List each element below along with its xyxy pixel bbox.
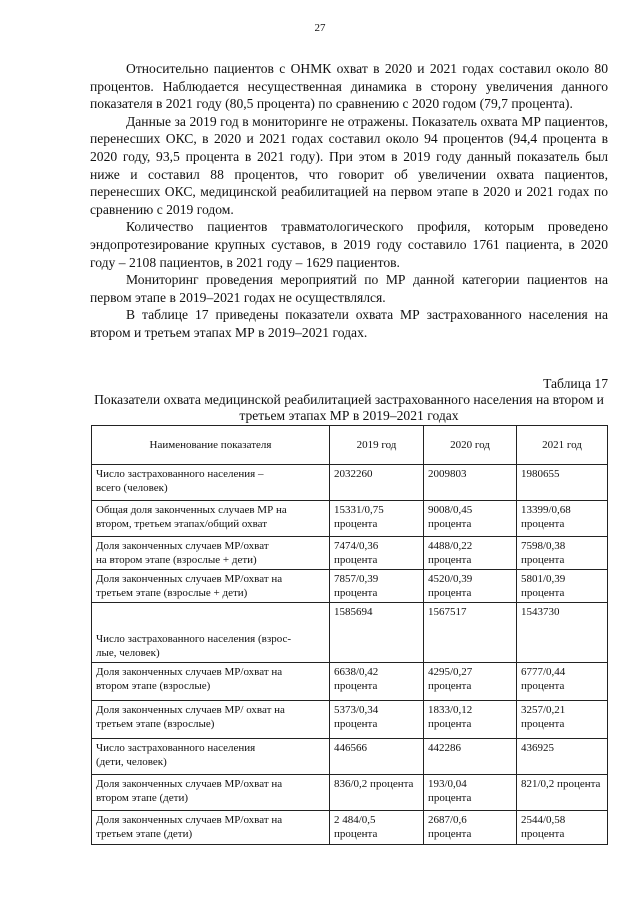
value-cell-2019: 7857/0,39 процента (330, 570, 424, 603)
value-cell-2020: 4295/0,27 процента (424, 663, 517, 701)
value-cell-2019: 5373/0,34 процента (330, 701, 424, 739)
indicator-name-cell (92, 501, 330, 537)
value-cell-2020: 2687/0,6 процента (424, 811, 517, 845)
value-cell-2019: 2 484/0,5 процента (330, 811, 424, 845)
table-row (92, 775, 608, 811)
indicator-name-line: Доля законченных случаев МР/ охват на (96, 704, 285, 716)
indicator-name-line: Число застрахованного населения (взрос- (96, 633, 292, 645)
value-cell-2019: 7474/0,36 процента (330, 537, 424, 570)
indicator-name-cell (92, 663, 330, 701)
value-cell-2020: 442286 (424, 739, 517, 775)
column-header: 2020 год (424, 426, 517, 465)
indicator-name-cell (92, 603, 330, 663)
table-row (92, 811, 608, 845)
indicator-name-cell (92, 811, 330, 845)
indicator-name-line: втором этапе (взрослые) (96, 680, 211, 692)
value-cell-2020: 1833/0,12 процента (424, 701, 517, 739)
indicator-name-line: Число застрахованного населения – (96, 468, 264, 480)
value-cell-2021: 6777/0,44 процента (517, 663, 608, 701)
value-cell-2021: 1980655 (517, 465, 608, 501)
indicator-name-line: втором этапе (дети) (96, 792, 189, 804)
value-cell-2021: 13399/0,68 процента (517, 501, 608, 537)
coverage-table (91, 425, 608, 845)
value-cell-2021: 5801/0,39 процента (517, 570, 608, 603)
body-text (90, 60, 608, 342)
page-number: 27 (314, 22, 326, 34)
indicator-name-line: втором, третьем этапах/общий охват (96, 518, 268, 530)
value-cell-2019: 2032260 (330, 465, 424, 501)
table-row (92, 663, 608, 701)
indicator-name-line: Доля законченных случаев МР/охват (96, 540, 269, 552)
table-body (92, 465, 608, 845)
indicator-name-line: третьем этапе (взрослые + дети) (96, 587, 248, 599)
indicator-name-cell (92, 537, 330, 570)
table-caption: Показатели охвата медицинской реабилитацией застрахованного населения на втором и третьем этапах МР в 2019–2021 годах (94, 392, 604, 423)
indicator-name-cell (92, 570, 330, 603)
table-row (92, 537, 608, 570)
indicator-name-line: Число застрахованного населения (96, 742, 256, 754)
indicator-name-line: Доля законченных случаев МР/охват на (96, 778, 283, 790)
value-cell-2019: 836/0,2 процента (330, 775, 424, 811)
table-row (92, 739, 608, 775)
indicator-name-line: третьем этапе (взрослые) (96, 718, 215, 730)
paragraph: Данные за 2019 год в мониторинге не отражены. Показатель охвата МР пациентов, перенесших ОКС, в 2020 и 2021 годах составил около 94 процентов (94,4 процента в 2020 году, 93,5 процента в 2021 году). При этом в 2019 году данный показатель был ниже и составил 88 процентов, что говорит об увеличении охвата пациентов, перенесших ОКС, медицинской реабилитацией на первом этапе в 2020 и 2021 годах по сравнению с 2019 годом. (90, 113, 608, 217)
table-row (92, 501, 608, 537)
indicator-name-line: Доля законченных случаев МР/охват на (96, 666, 283, 678)
value-cell-2021: 7598/0,38 процента (517, 537, 608, 570)
indicator-name-line: Доля законченных случаев МР/охват на (96, 814, 283, 826)
table-row (92, 603, 608, 663)
indicator-name-line: Доля законченных случаев МР/охват на (96, 573, 283, 585)
table-row (92, 701, 608, 739)
value-cell-2020: 4520/0,39 процента (424, 570, 517, 603)
table-row (92, 465, 608, 501)
value-cell-2019: 15331/0,75 процента (330, 501, 424, 537)
indicator-name-cell (92, 739, 330, 775)
indicator-name-line: на втором этапе (взрослые + дети) (96, 554, 257, 566)
value-cell-2019: 1585694 (330, 603, 424, 663)
indicator-name-line: лые, человек) (96, 647, 160, 659)
value-cell-2019: 446566 (330, 739, 424, 775)
indicator-name-cell (92, 701, 330, 739)
table-row (92, 570, 608, 603)
value-cell-2021: 3257/0,21 процента (517, 701, 608, 739)
value-cell-2020: 9008/0,45 процента (424, 501, 517, 537)
indicator-name-line: всего (человек) (96, 482, 168, 494)
value-cell-2020: 1567517 (424, 603, 517, 663)
indicator-name-line: Общая доля законченных случаев МР на (96, 504, 287, 516)
table-header-row (92, 426, 608, 465)
indicator-name-cell (92, 465, 330, 501)
indicator-name-cell (92, 775, 330, 811)
value-cell-2020: 4488/0,22 процента (424, 537, 517, 570)
indicator-name-line: третьем этапе (дети) (96, 828, 193, 840)
column-header: 2021 год (517, 426, 608, 465)
value-cell-2020: 193/0,04 процента (424, 775, 517, 811)
paragraph: Мониторинг проведения мероприятий по МР данной категории пациентов на первом этапе в 2019–2021 годах не осуществлялся. (90, 272, 608, 305)
value-cell-2021: 1543730 (517, 603, 608, 663)
value-cell-2019: 6638/0,42 процента (330, 663, 424, 701)
paragraph: Относительно пациентов с ОНМК охват в 2020 и 2021 годах составил около 80 процентов. Наблюдается несущественная динамика в сторону увеличения данного показателя в 2021 году (80,5 процента) по сравнению с 2020 годом (79,7 процента). (90, 61, 608, 112)
value-cell-2021: 821/0,2 процента (517, 775, 608, 811)
column-header: Наименование показателя (92, 426, 330, 465)
paragraph: В таблице 17 приведены показатели охвата МР застрахованного населения на втором и третьем этапах МР в 2019–2021 годах. (90, 307, 608, 340)
value-cell-2020: 2009803 (424, 465, 517, 501)
value-cell-2021: 436925 (517, 739, 608, 775)
value-cell-2021: 2544/0,58 процента (517, 811, 608, 845)
paragraph: Количество пациентов травматологического профиля, которым проведено эндопротезирование крупных суставов, в 2019 году составило 1761 пациента, в 2020 году – 2108 пациентов, в 2021 году – 1629 пациентов. (90, 219, 608, 270)
table-label: Таблица 17 (543, 376, 608, 391)
column-header: 2019 год (330, 426, 424, 465)
indicator-name-line: (дети, человек) (96, 756, 167, 768)
